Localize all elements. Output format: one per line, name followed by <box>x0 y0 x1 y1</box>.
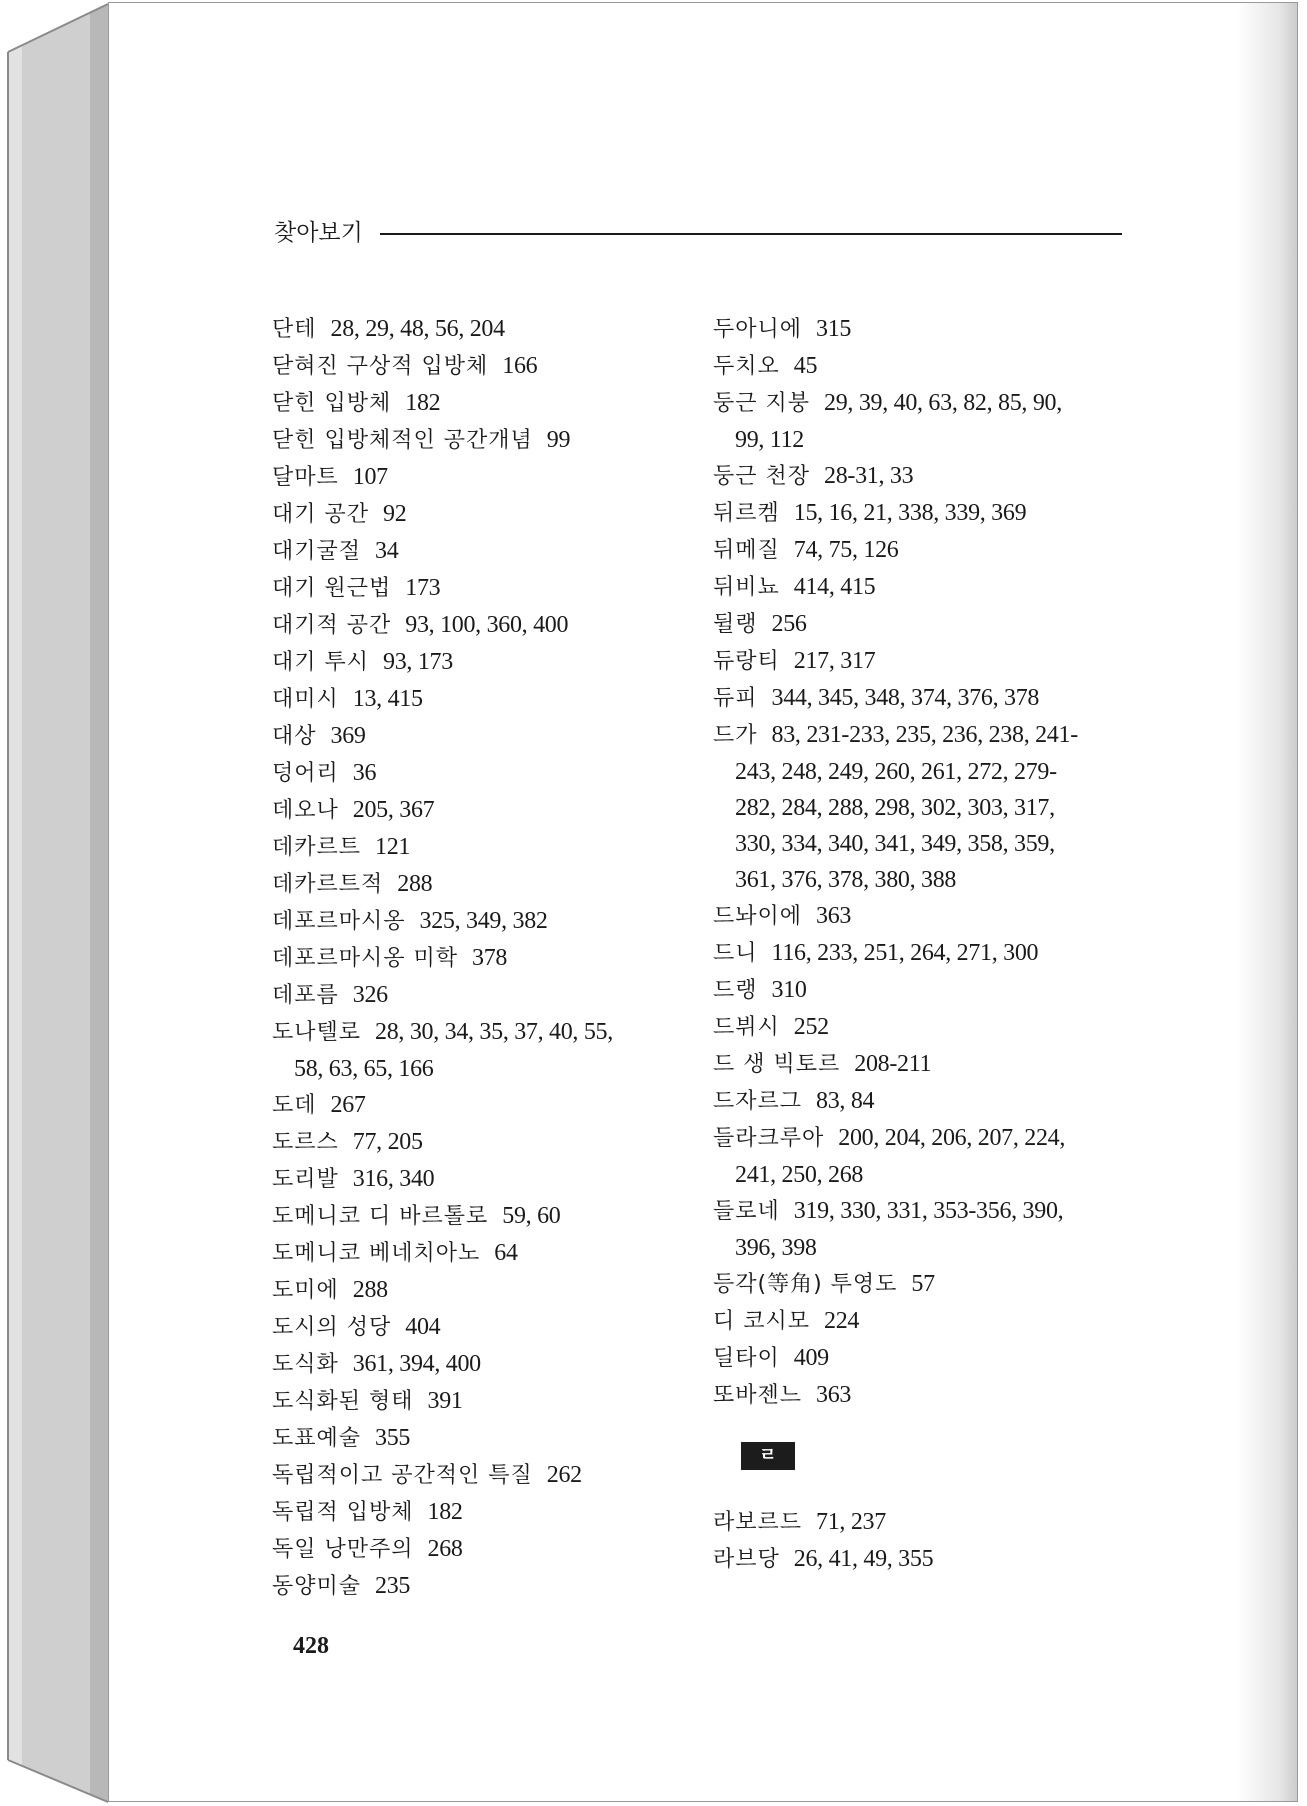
index-entry: 뒤르켐 15, 16, 21, 338, 339, 369 <box>713 500 1027 526</box>
index-entry: 데오나 205, 367 <box>272 797 435 823</box>
page-number: 428 <box>293 1633 329 1659</box>
index-entry: 닫힌 입방체 182 <box>272 390 441 416</box>
index-entry: 드자르그 83, 84 <box>713 1088 875 1114</box>
index-title: 찾아보기 <box>274 220 363 246</box>
index-entry: 대기 투시 93, 173 <box>272 649 453 675</box>
index-entry: 닫힌 입방체적인 공간개념 99 <box>272 427 571 453</box>
index-column-left <box>272 311 692 1605</box>
index-entry: 드놔이에 363 <box>713 903 852 929</box>
index-entry: 데카르트 121 <box>272 834 411 860</box>
index-entry: 듀랑티 217, 317 <box>713 648 876 674</box>
index-header <box>274 218 1122 248</box>
index-entry: 데포름 326 <box>272 982 388 1008</box>
index-entry: 데포르마시옹 미학 378 <box>272 945 508 971</box>
index-entry: 두아니에 315 <box>713 316 852 342</box>
index-entry: 드가 83, 231-233, 235, 236, 238, 241- 243, 248, 249, 260, 261, 272, 279- 282, 284, 288, 298, 302, 303, 317, 330, 334, 340, 341, 349, 358, 359, 361, 376, 378, 380, 388 <box>713 722 1078 893</box>
index-entry: 두치오 45 <box>713 353 818 379</box>
index-entry: 도시의 성당 404 <box>272 1314 441 1340</box>
index-entry: 도식화된 형태 391 <box>272 1388 463 1414</box>
book-spine <box>0 0 110 1806</box>
index-entry: 디 코시모 224 <box>713 1308 860 1334</box>
index-entry: 도리발 316, 340 <box>272 1166 435 1192</box>
index-entry: 단테 28, 29, 48, 56, 204 <box>272 316 505 342</box>
index-entry: 독립적 입방체 182 <box>272 1499 463 1525</box>
index-entry: 대미시 13, 415 <box>272 686 423 712</box>
index-entry: 등각(等角) 투영도 57 <box>713 1271 935 1297</box>
index-entry: 뒤메질 74, 75, 126 <box>713 537 899 563</box>
index-entry: 닫혀진 구상적 입방체 166 <box>272 353 538 379</box>
index-entry: 라브당 26, 41, 49, 355 <box>713 1546 934 1572</box>
index-entry: 듀피 344, 345, 348, 374, 376, 378 <box>713 685 1040 711</box>
index-entry: 딜타이 409 <box>713 1345 829 1371</box>
index-entry: 도나텔로 28, 30, 34, 35, 37, 40, 55, 58, 63, 65, 166 <box>272 1019 613 1082</box>
header-rule <box>380 233 1122 235</box>
index-entry: 뒬랭 256 <box>713 611 807 637</box>
index-entry: 도표예술 355 <box>272 1425 411 1451</box>
index-entry: 드랭 310 <box>713 977 807 1003</box>
index-entry: 둥근 천장 28-31, 33 <box>713 463 914 489</box>
index-entry: 또바젠느 363 <box>713 1382 852 1408</box>
index-entry: 대상 369 <box>272 723 366 749</box>
index-entry: 덩어리 36 <box>272 760 377 786</box>
index-entry: 둥근 지붕 29, 39, 40, 63, 82, 85, 90, 99, 112 <box>713 390 1062 453</box>
index-entry: 데카르트적 288 <box>272 871 433 897</box>
index-entry: 뒤비뇨 414, 415 <box>713 574 876 600</box>
page-edge-shadow <box>1237 3 1297 1801</box>
index-entry: 도메니코 디 바르톨로 59, 60 <box>272 1203 561 1229</box>
index-column-right <box>713 311 1133 1578</box>
index-entry: 도데 267 <box>272 1092 366 1118</box>
index-entry: 달마트 107 <box>272 464 388 490</box>
index-entry: 드뷔시 252 <box>713 1014 829 1040</box>
section-letter-badge: ㄹ <box>741 1442 795 1470</box>
index-entry: 대기적 공간 93, 100, 360, 400 <box>272 612 569 638</box>
index-entry: 독일 낭만주의 268 <box>272 1536 463 1562</box>
index-entry: 도메니코 베네치아노 64 <box>272 1240 518 1266</box>
index-entry: 도르스 77, 205 <box>272 1129 423 1155</box>
index-entry: 들로네 319, 330, 331, 353-356, 390, 396, 398 <box>713 1198 1064 1261</box>
index-entry: 들라크루아 200, 204, 206, 207, 224, 241, 250, 268 <box>713 1125 1066 1188</box>
index-entry: 도식화 361, 394, 400 <box>272 1351 481 1377</box>
index-entry: 드 생 빅토르 208-211 <box>713 1051 932 1077</box>
index-entry: 데포르마시옹 325, 349, 382 <box>272 908 548 934</box>
index-entry: 라보르드 71, 237 <box>713 1509 886 1535</box>
index-entry: 대기굴절 34 <box>272 538 399 564</box>
index-entry: 독립적이고 공간적인 특질 262 <box>272 1462 582 1488</box>
index-entry: 대기 원근법 173 <box>272 575 441 601</box>
index-entry: 드니 116, 233, 251, 264, 271, 300 <box>713 940 1039 966</box>
index-entry: 도미에 288 <box>272 1277 388 1303</box>
index-entry: 대기 공간 92 <box>272 501 407 527</box>
index-entry: 동양미술 235 <box>272 1573 411 1599</box>
